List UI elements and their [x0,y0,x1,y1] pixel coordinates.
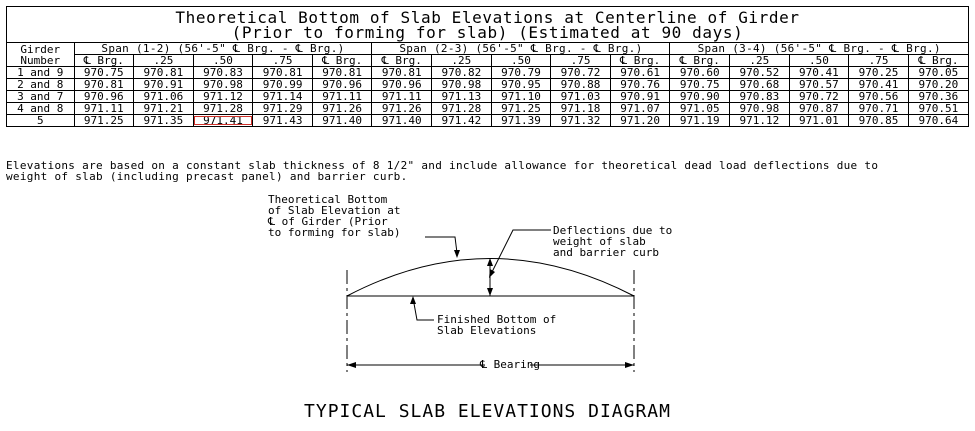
elevation-cell: 971.11 [372,91,432,103]
elevation-cell: 970.88 [551,79,611,91]
elevation-cell: 970.81 [253,67,313,79]
elevation-cell: 970.95 [491,79,551,91]
elevation-cell: 971.07 [610,103,670,115]
point-header: ℄ Brg. [312,55,372,67]
elevation-cell: 971.28 [432,103,492,115]
elevation-cell: 970.81 [134,67,194,79]
note-line-2: weight of slab (including precast panel) and barrier curb. [6,170,408,183]
elevation-cell: 970.81 [74,79,134,91]
deflection-label-3: and barrier curb [553,246,659,259]
elevation-cell: 971.25 [491,103,551,115]
elevation-cell: 970.90 [670,91,730,103]
point-header: .75 [551,55,611,67]
bearing-arrow-left [347,362,356,368]
elevation-cell: 970.76 [610,79,670,91]
elevation-cell: 971.01 [789,115,849,127]
elevation-cell: 970.81 [312,67,372,79]
deflection-arrow-top [487,258,493,266]
elevation-cell: 971.43 [253,115,313,127]
elevation-cell: 970.98 [193,79,253,91]
elevation-cell: 971.06 [134,91,194,103]
elevation-cell: 970.72 [789,91,849,103]
elevation-cell: 970.05 [908,67,968,79]
elevation-cell: 970.83 [730,91,790,103]
deflection-label-2: weight of slab [553,235,646,248]
elevation-cell: 971.14 [253,91,313,103]
finished-bottom-leader [413,298,434,320]
slab-elevation-label-1: Theoretical Bottom [268,193,388,206]
point-header: .25 [730,55,790,67]
elevation-cell: 970.56 [849,91,909,103]
point-header: .25 [432,55,492,67]
elevation-cell: 971.19 [670,115,730,127]
highlighted-elevation-cell: 971.41 [193,115,253,127]
elevation-cell: 970.75 [670,79,730,91]
point-header: ℄ Brg. [610,55,670,67]
diagram-caption: TYPICAL SLAB ELEVATIONS DIAGRAM [304,401,671,422]
elevation-cell: 970.96 [372,79,432,91]
elevation-cell: 970.25 [849,67,909,79]
elevation-cell: 970.71 [849,103,909,115]
elevation-cell: 971.13 [432,91,492,103]
slab-elevation-label-4: to forming for slab) [268,226,401,239]
point-header: ℄ Brg. [74,55,134,67]
point-header: ℄ Brg. [372,55,432,67]
elevation-cell: 970.60 [670,67,730,79]
elevation-cell: 971.05 [670,103,730,115]
elevation-cell: 971.25 [74,115,134,127]
elevation-cell: 970.51 [908,103,968,115]
elevation-cell: 970.79 [491,67,551,79]
elevation-cell: 971.29 [253,103,313,115]
elevation-cell: 971.12 [730,115,790,127]
elevation-cell: 970.41 [789,67,849,79]
slab-elevation-label-3: ℄ of Girder (Prior [268,215,388,228]
deflection-label-1: Deflections due to [553,224,673,237]
elevation-cell: 971.12 [193,91,253,103]
bearing-arrow-right [625,362,634,368]
elevation-cell: 971.11 [312,91,372,103]
table-title-line-2: (Prior to forming for slab) (Estimated at 90 days) [231,23,744,42]
slab-elevation-leader-arrow [454,250,460,258]
elevation-cell: 971.26 [372,103,432,115]
point-header: .50 [193,55,253,67]
span-header-1-2: Span (1-2) (56'-5" ℄ Brg. - ℄ Brg.) [74,43,372,55]
elevation-cell: 970.96 [312,79,372,91]
point-header: .75 [253,55,313,67]
elevation-cell: 970.41 [849,79,909,91]
girder-number-cell: 5 [7,115,74,127]
elevation-cell: 970.64 [908,115,968,127]
elevation-cell: 971.11 [74,103,134,115]
elevation-cell: 970.61 [610,67,670,79]
elevation-cell: 970.87 [789,103,849,115]
slab-elevation-label-2: of Slab Elevation at [268,204,401,217]
point-header: .25 [134,55,194,67]
elevation-cell: 971.40 [312,115,372,127]
diagram-labels [267,193,672,371]
elevation-cell: 970.85 [849,115,909,127]
deflection-leader-arrow [489,269,495,278]
elevation-cell: 970.68 [730,79,790,91]
girder-number-cell: 4 and 8 [7,103,74,115]
finished-bottom-label-2: Slab Elevations [437,324,537,337]
elevation-cell: 971.39 [491,115,551,127]
point-header: ℄ Brg. [670,55,730,67]
slab-elevation-leader [425,237,457,253]
elevation-cell: 971.35 [134,115,194,127]
elevation-cell: 971.28 [193,103,253,115]
elevation-cell: 970.82 [432,67,492,79]
girder-number-cell: 3 and 7 [7,91,74,103]
span-header-2-3: Span (2-3) (56'-5" ℄ Brg. - ℄ Brg.) [372,43,670,55]
elevation-cell: 970.99 [253,79,313,91]
elevation-cell: 970.83 [193,67,253,79]
elevation-cell: 970.91 [610,91,670,103]
table-title-line-1: Theoretical Bottom of Slab Elevations at Centerline of Girder [175,8,800,27]
elevation-cell: 970.98 [730,103,790,115]
elevation-cell: 970.57 [789,79,849,91]
bearing-label: ℄ Bearing [480,358,541,371]
note-line-1: Elevations are based on a constant slab thickness of 8 1/2" and include allowance for theoretical dead load deflections due to [6,159,879,172]
span-header-3-4: Span (3-4) (56'-5" ℄ Brg. - ℄ Brg.) [670,43,968,55]
finished-bottom-leader-arrow [410,296,416,304]
elevation-cell: 971.03 [551,91,611,103]
elevation-cell: 971.21 [134,103,194,115]
deflection-leader [491,230,551,274]
point-header: .75 [849,55,909,67]
elevation-cell: 971.18 [551,103,611,115]
point-header: .50 [491,55,551,67]
point-header: .50 [789,55,849,67]
girder-header-line-2: Number [20,53,61,67]
elevation-cell: 970.81 [372,67,432,79]
elevation-cell: 971.10 [491,91,551,103]
elevation-cell: 971.32 [551,115,611,127]
elevation-cell: 970.20 [908,79,968,91]
deflection-arrow-bottom [487,288,493,296]
elevation-cell: 970.98 [432,79,492,91]
girder-header-line-1: Girder [20,43,61,56]
elevation-cell: 971.42 [432,115,492,127]
finished-bottom-label-1: Finished Bottom of [437,313,557,326]
elevation-cell: 971.40 [372,115,432,127]
elevation-cell: 970.96 [74,91,134,103]
elevation-cell: 971.20 [610,115,670,127]
elevation-cell: 970.72 [551,67,611,79]
elevation-cell: 970.75 [74,67,134,79]
elevation-cell: 970.91 [134,79,194,91]
elevation-cell: 970.36 [908,91,968,103]
elevation-cell: 970.52 [730,67,790,79]
point-header: ℄ Brg. [908,55,968,67]
elevation-cell: 971.26 [312,103,372,115]
girder-number-cell: 2 and 8 [7,79,74,91]
girder-number-cell: 1 and 9 [7,67,74,79]
